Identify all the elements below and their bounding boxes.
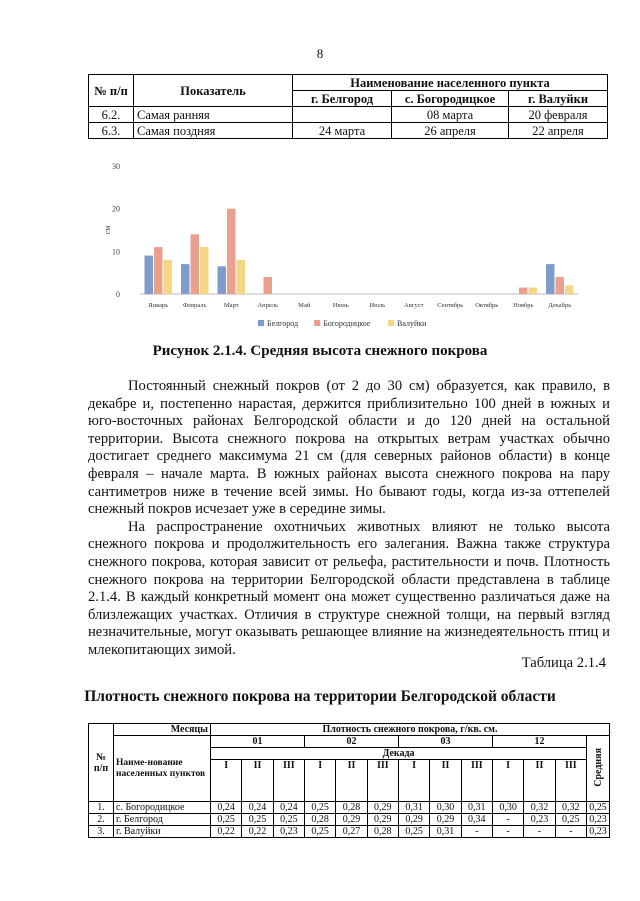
t2-num-header: № п/п xyxy=(89,724,114,802)
t2-cell: 0,30 xyxy=(492,802,523,814)
t2-cell: 0,25 xyxy=(555,814,586,826)
t1-cell: 08 марта xyxy=(392,107,509,123)
t1-cell: Самая поздняя xyxy=(134,123,293,139)
bar xyxy=(218,266,227,294)
page-number: 8 xyxy=(316,46,324,61)
t2-decade: II xyxy=(336,760,367,802)
t2-cell: - xyxy=(492,826,523,838)
t2-cell: 0,23 xyxy=(273,826,304,838)
x-tick-label: Июнь xyxy=(332,302,349,309)
t2-cell: 0,27 xyxy=(336,826,367,838)
t2-cell: 0,29 xyxy=(430,814,461,826)
t1-num-header: № п/п xyxy=(89,75,134,107)
t2-cell: 0,31 xyxy=(398,802,429,814)
bar xyxy=(154,247,163,294)
t1-cell: 22 апреля xyxy=(509,123,608,139)
t2-decade: III xyxy=(367,760,398,802)
t2-cell: 0,29 xyxy=(367,802,398,814)
t2-cell: 0,25 xyxy=(587,802,610,814)
paragraph: На распространение охотничьих животных влияют не только высота снежного покрова и продолжительность его залегания. Важна также структура снежного покрова, которая зависит от рельефа, растительности и почв. Плотность снежного покрова на территории Белгородской области представлена в таблице 2.1.4. В каждый конкретный момент она может существенно различаться даже на близлежащих участках. Отличия в структуре снежной толщи, на первый взгляд незначительные, могут оказывать решающее влияние на жизнедеятельность птиц и млекопитающих зимой. xyxy=(88,518,610,658)
t2-month: 02 xyxy=(304,736,398,748)
t2-decade: III xyxy=(555,760,586,802)
y-tick-label: 20 xyxy=(112,204,120,214)
t2-row-name: с. Богородицкое xyxy=(114,802,211,814)
t2-decade: II xyxy=(430,760,461,802)
t2-decade: III xyxy=(461,760,492,802)
snow-density-table xyxy=(88,723,610,838)
t2-row-num: 3. xyxy=(89,826,114,838)
t2-cell: - xyxy=(524,826,555,838)
t1-indicator-header: Показатель xyxy=(134,75,293,107)
x-tick-label: Июль xyxy=(369,302,386,309)
t2-cell: 0,25 xyxy=(211,814,242,826)
figure-caption: Рисунок 2.1.4. Средняя высота снежного покрова xyxy=(152,343,488,359)
bar xyxy=(227,209,236,294)
x-tick-label: Март xyxy=(223,302,239,309)
t2-month: 12 xyxy=(492,736,586,748)
table-row xyxy=(89,123,608,139)
t2-row-num: 1. xyxy=(89,802,114,814)
t1-cell: 24 марта xyxy=(293,123,392,139)
t1-settlement-group-header: Наименование населенного пункта xyxy=(293,75,608,91)
bar xyxy=(181,264,190,294)
legend-swatch xyxy=(314,320,320,326)
t2-cell: 0,23 xyxy=(587,814,610,826)
bar xyxy=(565,285,574,294)
t1-cell: 6.2. xyxy=(89,107,134,123)
t2-row-name: г. Валуйки xyxy=(114,826,211,838)
table-settlement-dates xyxy=(88,74,608,139)
t2-decade: I xyxy=(398,760,429,802)
t1-cell: 26 апреля xyxy=(392,123,509,139)
x-tick-label: Декабрь xyxy=(548,302,572,309)
bar xyxy=(519,288,528,294)
x-tick-label: Август xyxy=(404,302,424,309)
legend-label: Богородицкое xyxy=(323,319,371,328)
t2-cell: 0,32 xyxy=(555,802,586,814)
x-tick-label: Май xyxy=(298,302,311,309)
x-tick-label: Ноябрь xyxy=(513,302,534,309)
snow-height-chart xyxy=(100,150,600,340)
t2-month: 01 xyxy=(211,736,305,748)
t1-cell: 20 февраля xyxy=(509,107,608,123)
t2-cell: 0,31 xyxy=(461,802,492,814)
x-tick-label: Сентябрь xyxy=(437,302,464,309)
t1-city-header: с. Богородицкое xyxy=(392,91,509,107)
bar xyxy=(200,247,209,294)
legend-label: Белгород xyxy=(267,319,299,328)
t2-cell: 0,31 xyxy=(430,826,461,838)
t2-cell: 0,32 xyxy=(524,802,555,814)
bar xyxy=(191,234,200,294)
body-text xyxy=(88,378,610,660)
t2-settlement-header: Наиме-нование населенных пунктов xyxy=(114,736,211,802)
bar xyxy=(145,256,154,294)
t1-cell: Самая ранняя xyxy=(134,107,293,123)
t1-cell xyxy=(293,107,392,123)
t2-cell: - xyxy=(555,826,586,838)
bar xyxy=(529,288,538,294)
table-title: Плотность снежного покрова на территории Белгородской области xyxy=(84,688,556,705)
t2-cell: 0,30 xyxy=(430,802,461,814)
t2-average-header: Средняя xyxy=(592,747,604,787)
t2-row-name: г. Белгород xyxy=(114,814,211,826)
t2-decade: I xyxy=(304,760,335,802)
t2-cell: 0,23 xyxy=(524,814,555,826)
t2-decade: II xyxy=(242,760,273,802)
x-tick-label: Январь xyxy=(148,302,169,309)
t2-cell: 0,24 xyxy=(242,802,273,814)
t2-density-header: Плотность снежного покрова, г/кв. см. xyxy=(211,724,610,736)
bar xyxy=(237,260,246,294)
t1-cell: 6.3. xyxy=(89,123,134,139)
table-label: Таблица 2.1.4 xyxy=(521,655,606,671)
t2-decade: III xyxy=(273,760,304,802)
y-axis-label: см xyxy=(103,225,112,235)
t2-month: 03 xyxy=(398,736,492,748)
t2-cell: 0,29 xyxy=(336,814,367,826)
t2-months-header: Месяцы xyxy=(114,724,211,736)
bar xyxy=(556,277,565,294)
t2-cell: - xyxy=(492,814,523,826)
legend-label: Валуйки xyxy=(397,319,427,328)
t2-cell: 0,29 xyxy=(398,814,429,826)
t1-city-header: г. Белгород xyxy=(293,91,392,107)
t2-cell: 0,24 xyxy=(211,802,242,814)
legend-swatch xyxy=(258,320,264,326)
paragraph: Постоянный снежный покров (от 2 до 30 см) образуется, как правило, в декабре и, постепенно нарастая, держится приблизительно 100 дней в южных и юго-восточных районах Белгородской области и до 120 дней на остальной территории. Высота снежного покрова на открытых ветрам участках обычно достигает среднего максимума 21 см (для северных районов области) в конце февраля – начале марта. В южных районах высота снежного покрова на пару сантиметров ниже в течение всей зимы. Но бывают годы, когда из-за оттепелей снежный покров исчезает уже в середине зимы. xyxy=(88,378,610,518)
y-tick-label: 0 xyxy=(116,290,120,299)
t2-decade-header: Декада xyxy=(211,748,587,760)
t2-cell: 0,25 xyxy=(304,802,335,814)
y-tick-label: 30 xyxy=(112,162,120,171)
t2-cell: 0,25 xyxy=(398,826,429,838)
t2-cell: 0,25 xyxy=(242,814,273,826)
t2-cell: 0,28 xyxy=(367,826,398,838)
t2-cell: 0,34 xyxy=(461,814,492,826)
table-row xyxy=(89,107,608,123)
table-row xyxy=(89,802,610,814)
bar xyxy=(164,260,173,294)
t2-cell: 0,25 xyxy=(304,826,335,838)
table-row xyxy=(89,826,610,838)
t2-cell: 0,28 xyxy=(304,814,335,826)
t2-cell: 0,25 xyxy=(273,814,304,826)
legend-swatch xyxy=(388,320,394,326)
t2-cell: 0,23 xyxy=(587,826,610,838)
t2-decade: II xyxy=(524,760,555,802)
bar xyxy=(264,277,273,294)
x-tick-label: Октябрь xyxy=(475,302,499,309)
table-row xyxy=(89,814,610,826)
bar xyxy=(546,264,555,294)
t1-city-header: г. Валуйки xyxy=(509,91,608,107)
t2-cell: - xyxy=(461,826,492,838)
y-tick-label: 10 xyxy=(112,247,120,257)
t2-cell: 0,22 xyxy=(211,826,242,838)
t2-row-num: 2. xyxy=(89,814,114,826)
t2-decade: I xyxy=(492,760,523,802)
t2-cell: 0,29 xyxy=(367,814,398,826)
t2-decade: I xyxy=(211,760,242,802)
t2-cell: 0,24 xyxy=(273,802,304,814)
t2-cell: 0,22 xyxy=(242,826,273,838)
x-tick-label: Февраль xyxy=(183,302,207,309)
t2-cell: 0,28 xyxy=(336,802,367,814)
x-tick-label: Апрель xyxy=(257,302,279,309)
